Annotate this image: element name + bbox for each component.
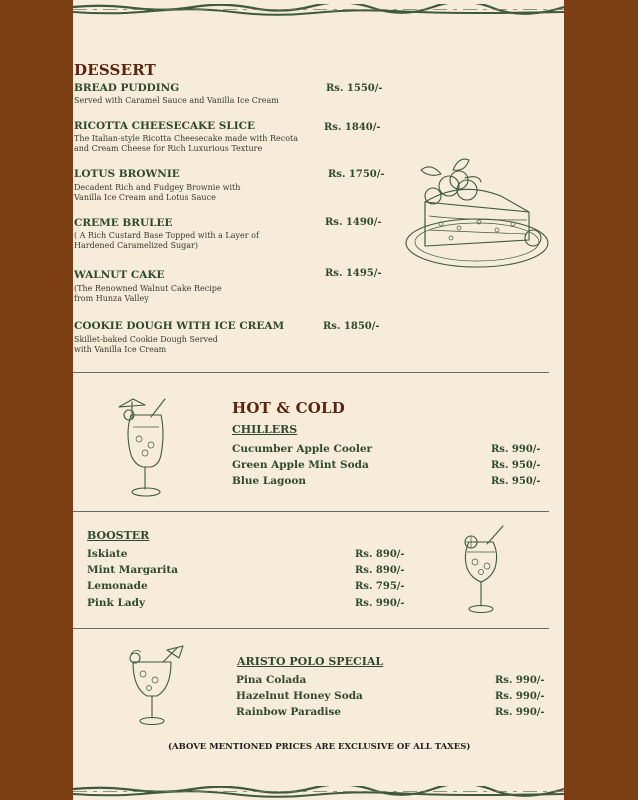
dessert-item-desc: Served with Caramel Sauce and Vanilla Ice Cream [74,96,279,105]
section-divider [73,511,549,512]
menu-item-price: Rs. 890/- [355,549,405,560]
menu-item-price: Rs. 990/- [495,675,545,686]
menu-item-name: Pina Colada [236,674,307,686]
dessert-item-price: Rs. 1850/- [323,321,380,332]
dessert-item-name: COOKIE DOUGH WITH ICE CREAM [74,320,285,332]
dessert-item-price: Rs. 1750/- [328,169,385,180]
menu-item-price: Rs. 990/- [495,707,545,718]
menu-item-price: Rs. 990/- [495,691,545,702]
dessert-item-name: BREAD PUDDING [74,82,180,94]
dessert-item-desc: Skillet-baked Cookie Dough Served with Vanilla Ice Cream [74,335,218,354]
menu-item-price: Rs. 950/- [491,476,541,487]
menu-item-name: Mint Margarita [87,564,179,576]
menu-item-name: Green Apple Mint Soda [232,459,369,471]
menu-item-price: Rs. 990/- [355,598,405,609]
dessert-item-name: LOTUS BROWNIE [74,168,180,180]
cocktail-glass-illustration [117,393,177,499]
booster-title: BOOSTER [87,529,150,542]
dessert-item-name: CREME BRULEE [74,217,173,229]
dessert-item-price: Rs. 1550/- [326,83,383,94]
section-divider [73,372,549,373]
menu-item-name: Iskiate [87,548,128,560]
hot-cold-title: HOT & COLD [232,399,345,417]
section-divider [73,628,549,629]
cheesecake-illustration [401,150,551,275]
dessert-item-price: Rs. 1840/- [324,122,381,133]
chillers-subtitle: CHILLERS [232,423,298,436]
decorative-border-bottom [73,786,564,798]
menu-item-name: Cucumber Apple Cooler [232,443,373,455]
dessert-item-desc: The Italian-style Ricotta Cheesecake made with Recota and Cream Cheese for Rich Luxurious Texture [74,134,299,153]
decorative-border-top [73,4,564,16]
menu-item-name: Hazelnut Honey Soda [236,690,363,702]
menu-item-name: Pink Lady [87,597,146,609]
dessert-item-name: WALNUT CAKE [74,269,165,281]
dessert-item-desc: ( A Rich Custard Base Topped with a Layer of Hardened Caramelized Sugar) [74,231,259,250]
aristo-special-title: ARISTO POLO SPECIAL [237,655,384,668]
menu-item-name: Lemonade [87,580,148,592]
menu-item-price: Rs. 890/- [355,565,405,576]
menu-page [73,0,564,800]
dessert-item-desc: (The Renowned Walnut Cake Recipe from Hunza Valley [74,284,222,303]
menu-item-price: Rs. 795/- [355,581,405,592]
menu-item-price: Rs. 950/- [491,460,541,471]
tax-disclaimer: (ABOVE MENTIONED PRICES ARE EXCLUSIVE OF ALL TAXES) [168,742,471,752]
menu-item-price: Rs. 990/- [491,444,541,455]
dessert-item-desc: Decadent Rich and Fudgey Brownie with Vanilla Ice Cream and Lotus Sauce [74,183,241,202]
menu-item-name: Blue Lagoon [232,475,307,487]
dessert-item-price: Rs. 1490/- [325,217,382,228]
dessert-item-price: Rs. 1495/- [325,268,382,279]
menu-item-name: Rainbow Paradise [236,706,342,718]
dessert-item-name: RICOTTA CHEESECAKE SLICE [74,120,256,132]
tropical-glass-illustration [125,644,187,730]
hurricane-glass-illustration [457,524,509,618]
dessert-title: DESSERT [74,61,156,79]
